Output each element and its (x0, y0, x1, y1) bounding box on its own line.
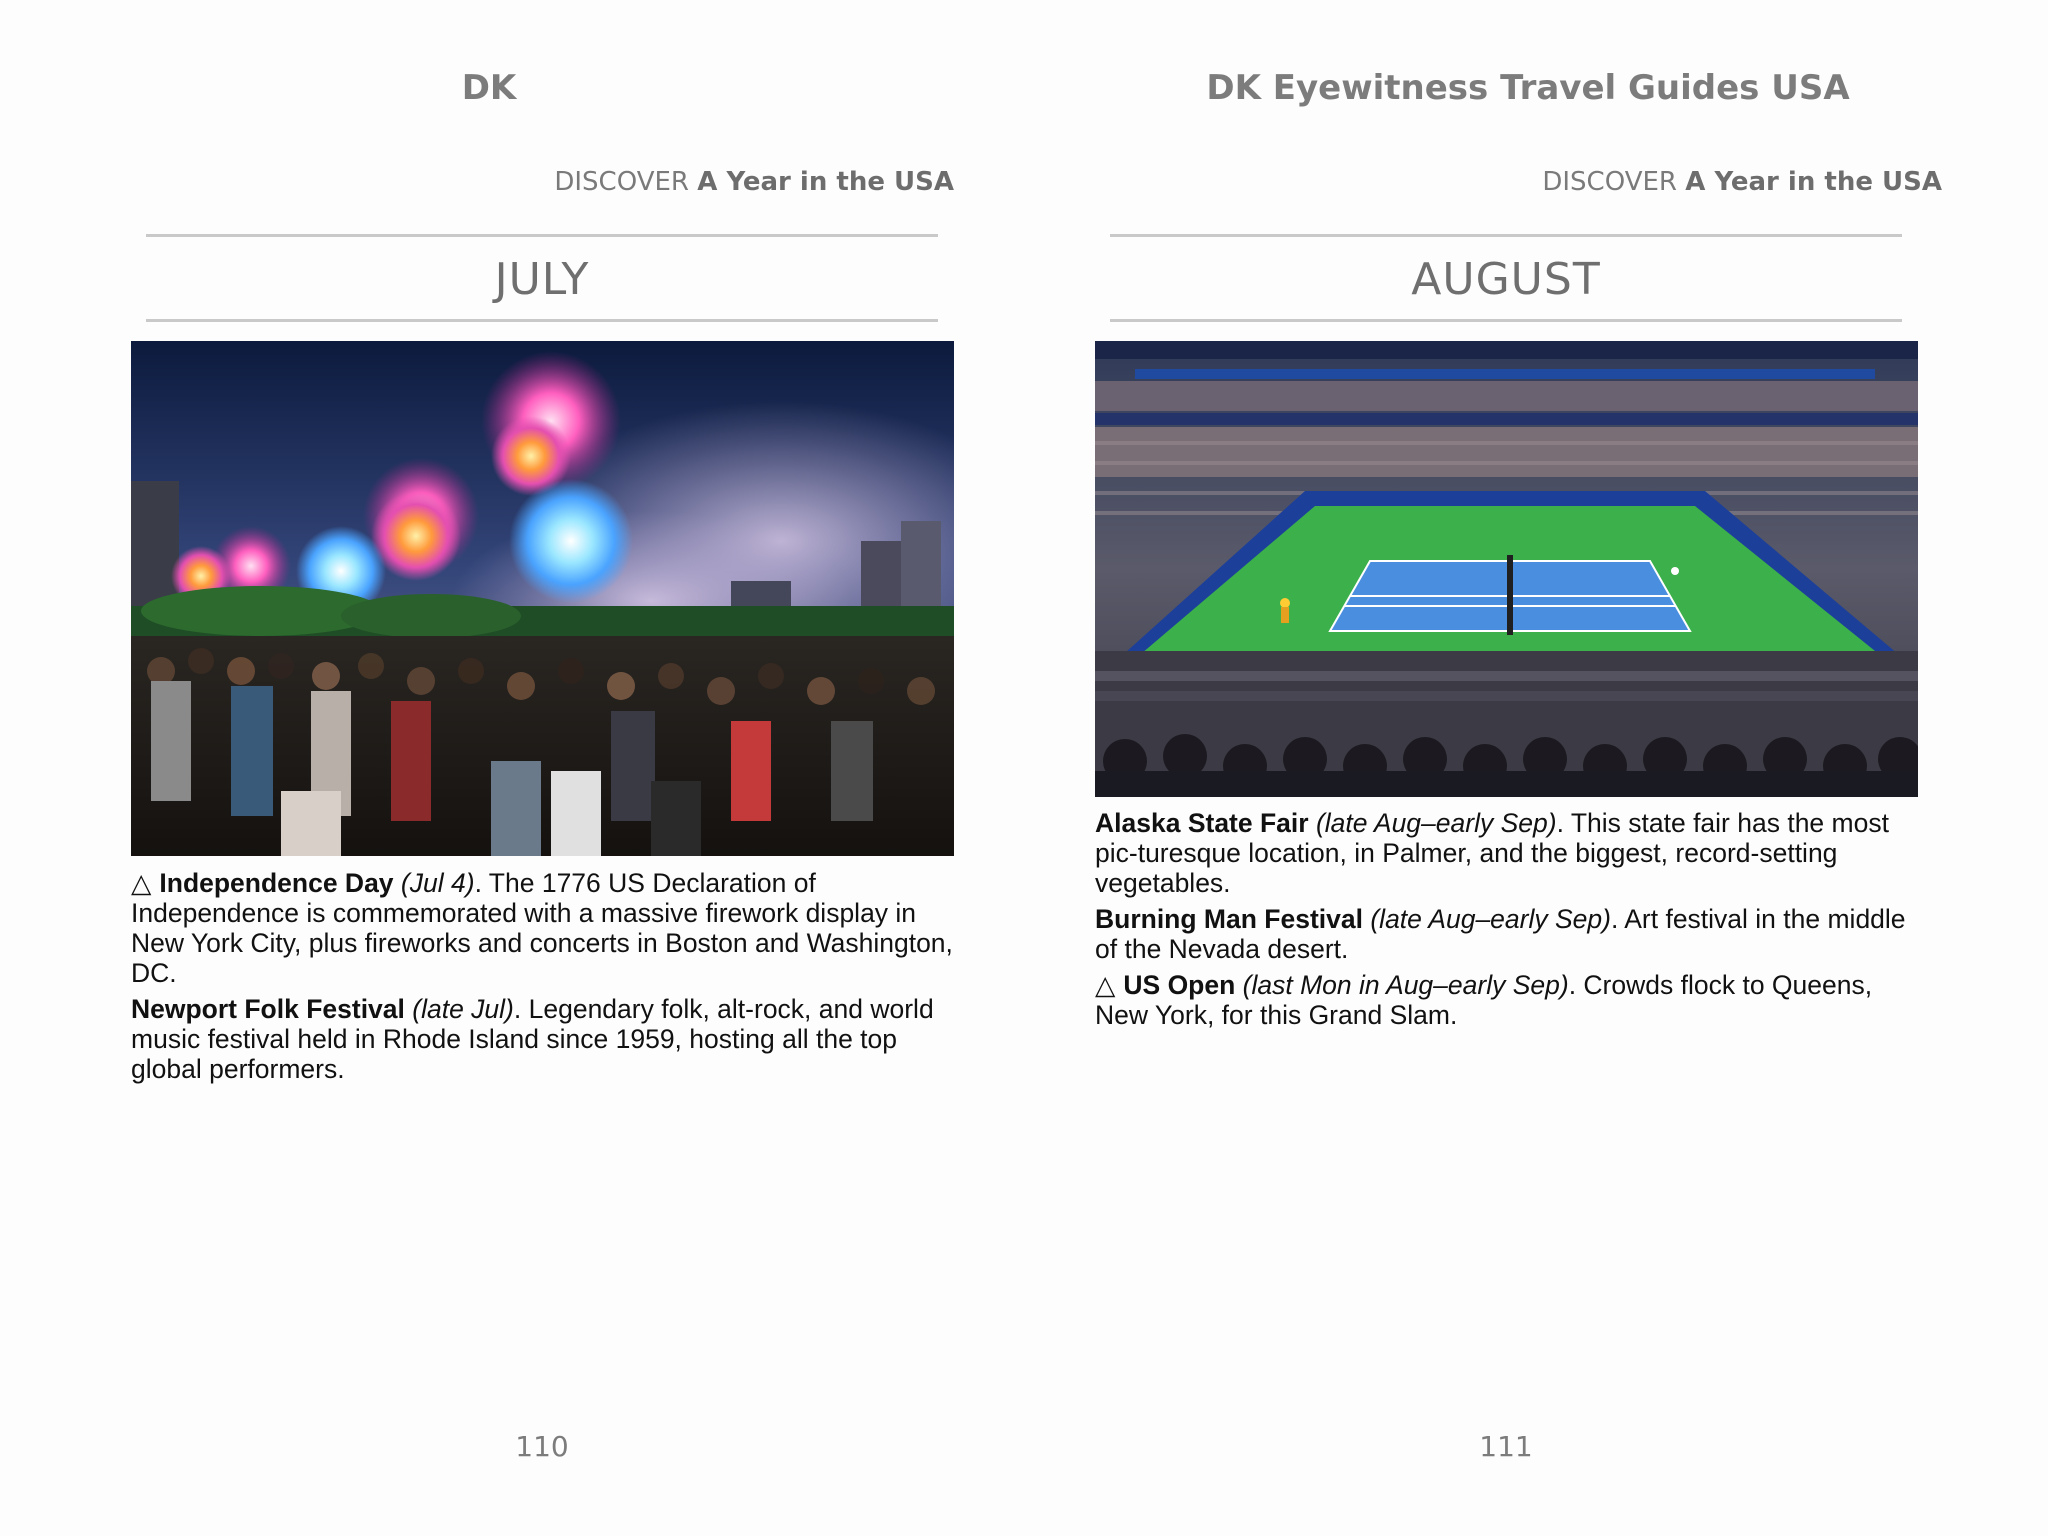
body-text (1095, 808, 1925, 1036)
running-head (554, 167, 954, 197)
running-head-section: DISCOVER (1542, 167, 1677, 197)
event-description: . Crowds flock to Queens, New York, for this Grand Slam. (1095, 970, 1873, 1030)
event-entry (1095, 904, 1925, 964)
event-name: Newport Folk Festival (131, 994, 405, 1024)
event-date: (Jul 4) (400, 868, 475, 898)
body-text (131, 868, 961, 1090)
event-description: . This state fair has the most pic-turesque location, in Palmer, and the biggest, record-setting vegetables. (1095, 808, 1889, 898)
page-number: 111 (1479, 1430, 1533, 1463)
fireworks-photo (131, 341, 954, 856)
page-number: 110 (515, 1430, 569, 1463)
running-head-chapter: A Year in the USA (1685, 167, 1942, 197)
publisher-title (0, 68, 1024, 108)
event-entry (1095, 970, 1925, 1030)
month-rule-top (1110, 234, 1902, 237)
publisher-title-text: DK (461, 68, 517, 108)
triangle-marker-icon: △ (1095, 970, 1116, 1000)
running-head (1542, 167, 1942, 197)
event-name: Burning Man Festival (1095, 904, 1363, 934)
month-rule-bottom (146, 319, 938, 322)
event-date: (last Mon in Aug–early Sep) (1242, 970, 1569, 1000)
right-page[interactable] (1024, 0, 2048, 1536)
event-date: (late Jul) (412, 994, 514, 1024)
event-date: (late Aug–early Sep) (1315, 808, 1557, 838)
tennis-stadium-photo (1095, 341, 1918, 797)
event-name: Alaska State Fair (1095, 808, 1309, 838)
triangle-marker-icon: △ (131, 868, 152, 898)
stadium-illustration (1095, 341, 1918, 797)
event-name: US Open (1123, 970, 1236, 1000)
running-head-section: DISCOVER (554, 167, 689, 197)
event-description: . Art festival in the middle of the Nevada desert. (1095, 904, 1906, 964)
event-entry (1095, 808, 1925, 898)
running-head-chapter: A Year in the USA (697, 167, 954, 197)
book-title (1024, 68, 2048, 108)
month-heading: JULY (494, 254, 590, 305)
month-rule-bottom (1110, 319, 1902, 322)
book-title-text: DK Eyewitness Travel Guides USA (1206, 68, 1850, 108)
month-rule-top (146, 234, 938, 237)
month-heading: AUGUST (1411, 254, 1601, 305)
event-description: . Legendary folk, alt-rock, and world music festival held in Rhode Island since 1959, hosting all the top global performers. (131, 994, 934, 1084)
event-entry (131, 994, 961, 1084)
event-description: . The 1776 US Declaration of Independence is commemorated with a massive firework display in New York City, plus fireworks and concerts in Boston and Washington, DC. (131, 868, 953, 988)
event-entry (131, 868, 961, 988)
fireworks-illustration (131, 341, 954, 856)
event-name: Independence Day (159, 868, 394, 898)
event-date: (late Aug–early Sep) (1370, 904, 1611, 934)
